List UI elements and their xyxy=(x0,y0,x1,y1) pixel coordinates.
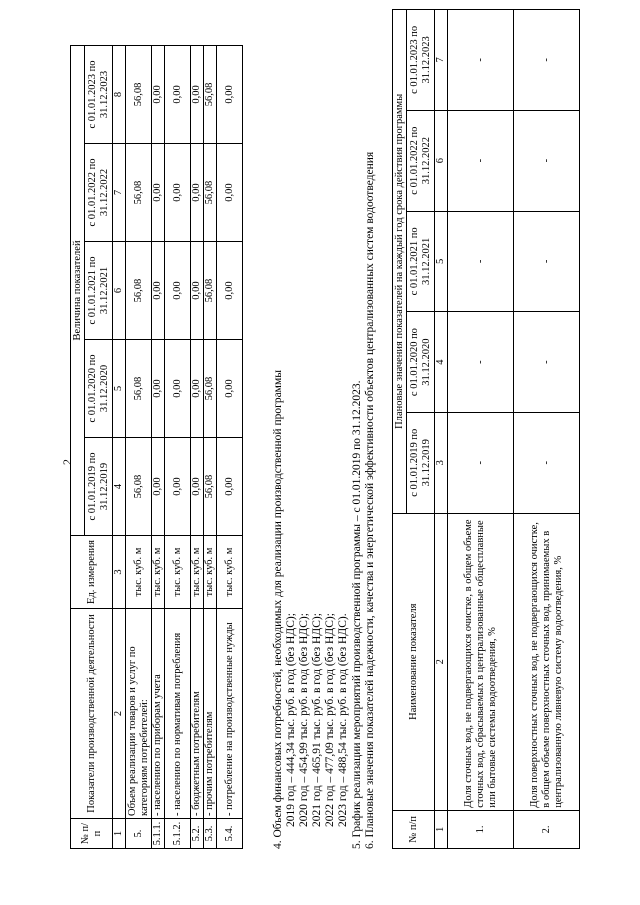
row-value: 0,00 xyxy=(165,45,191,143)
header-name: Наименование показателя xyxy=(393,513,435,810)
header-values-group: Величина показателей xyxy=(71,45,85,535)
row-name: - населению по приборам учета xyxy=(152,609,165,819)
row-value: 0,00 xyxy=(191,340,204,438)
col-number: 6 xyxy=(435,110,448,211)
production-indicators-table xyxy=(70,45,243,849)
finance-line: 2021 год – 465,91 тыс. руб. в год (без НДС); xyxy=(311,613,323,827)
row-value: 0,00 xyxy=(152,340,165,438)
row-num: 5.4. xyxy=(217,819,243,849)
row-value: 0,00 xyxy=(165,438,191,536)
col-number: 5 xyxy=(113,340,126,438)
row-unit: тыс. куб. м xyxy=(126,536,152,609)
col-number: 6 xyxy=(113,242,126,340)
header-period: с 01.01.2022 по 31.12.2022 xyxy=(407,110,435,211)
row-value: - xyxy=(514,10,580,111)
row-value: - xyxy=(448,312,514,413)
row-num: 5. xyxy=(126,819,152,849)
row-num: 5.2. xyxy=(191,819,204,849)
row-value: 56,08 xyxy=(126,45,152,143)
row-value: - xyxy=(514,412,580,513)
row-value: - xyxy=(448,412,514,513)
col-number: 3 xyxy=(435,412,448,513)
reliability-indicators-table xyxy=(392,9,580,849)
table-row xyxy=(514,10,580,849)
col-number: 2 xyxy=(113,609,126,819)
row-unit: тыс. куб. м xyxy=(191,536,204,609)
row-value: - xyxy=(448,10,514,111)
col-number: 8 xyxy=(113,45,126,143)
row-value: 56,08 xyxy=(126,438,152,536)
table-row xyxy=(152,45,165,848)
row-value: 56,08 xyxy=(204,340,217,438)
row-value: 0,00 xyxy=(191,144,204,242)
row-unit: тыс. куб. м xyxy=(217,536,243,609)
row-value: - xyxy=(514,312,580,413)
finance-line: 2023 год – 488,54 тыс. руб. в год (без НДС). xyxy=(337,613,349,827)
header-period: с 01.01.2021 по 31.12.2021 xyxy=(407,211,435,312)
table-row xyxy=(165,45,191,848)
row-name: - прочим потребителям xyxy=(204,609,217,819)
row-value: 0,00 xyxy=(152,438,165,536)
row-value: 0,00 xyxy=(191,242,204,340)
row-value: 56,08 xyxy=(126,242,152,340)
row-num: 2. xyxy=(514,810,580,848)
section-4-heading: 4. Объем финансовых потребностей, необходимых для реализации производственной программы xyxy=(272,370,284,849)
row-value: 0,00 xyxy=(217,45,243,143)
row-value: 56,08 xyxy=(126,144,152,242)
table-row xyxy=(204,45,217,848)
row-value: 0,00 xyxy=(165,340,191,438)
row-unit: тыс. куб. м xyxy=(165,536,191,609)
header-period: с 01.01.2023 по 31.12.2023 xyxy=(407,10,435,111)
header-period: с 01.01.2020 по 31.12.2020 xyxy=(85,340,113,438)
row-value: 0,00 xyxy=(152,144,165,242)
row-value: 0,00 xyxy=(217,340,243,438)
row-value: 0,00 xyxy=(217,438,243,536)
row-num: 1. xyxy=(448,810,514,848)
section-6-text: 6. Плановые значения показателей надежности, качества и энергетической эффективности объектов централизованных систем водоотведения xyxy=(364,151,376,849)
finance-line: 2020 год – 454,99 тыс. руб. в год (без НДС); xyxy=(298,613,310,827)
row-name: - населению по нормативам потребления xyxy=(165,609,191,819)
header-period: с 01.01.2021 по 31.12.2021 xyxy=(85,242,113,340)
row-num: 5.3. xyxy=(204,819,217,849)
col-number: 3 xyxy=(113,536,126,609)
header-plan-group: Плановые значения показателей на каждый год срока действия программы xyxy=(393,10,407,514)
header-period: с 01.01.2023 по 31.12.2023 xyxy=(85,45,113,143)
row-value: - xyxy=(514,211,580,312)
row-value: 0,00 xyxy=(191,45,204,143)
header-num: № п/п xyxy=(393,810,435,848)
row-value: 0,00 xyxy=(165,242,191,340)
col-number: 4 xyxy=(113,438,126,536)
finance-line: 2022 год – 477,09 тыс. руб. в год (без НДС); xyxy=(324,613,336,827)
row-value: 0,00 xyxy=(165,144,191,242)
row-name: - потребление на производственные нужды xyxy=(217,609,243,819)
row-name: - бюджетным потребителям xyxy=(191,609,204,819)
table-row xyxy=(448,10,514,849)
row-value: - xyxy=(514,110,580,211)
header-unit: Ед. измерения xyxy=(71,536,113,609)
row-name: Доля сточных вод, не подвергающихся очистке, в общем объеме сточных вод, сбрасываемых в централизованные общесплавные или бытовые системы водоотведения, % xyxy=(448,513,514,810)
row-value: 0,00 xyxy=(191,438,204,536)
col-number: 7 xyxy=(435,10,448,111)
col-number: 1 xyxy=(113,819,126,849)
finance-line: 2019 год – 444,34 тыс. руб. в год (без НДС); xyxy=(285,613,297,827)
row-value: 56,08 xyxy=(204,45,217,143)
row-value: - xyxy=(448,110,514,211)
col-number: 1 xyxy=(435,810,448,848)
row-value: 56,08 xyxy=(204,144,217,242)
header-period: с 01.01.2020 по 31.12.2020 xyxy=(407,312,435,413)
header-period: с 01.01.2019 по 31.12.2019 xyxy=(407,412,435,513)
row-value: 0,00 xyxy=(217,242,243,340)
row-value: 0,00 xyxy=(152,242,165,340)
col-number: 2 xyxy=(435,513,448,810)
row-value: 56,08 xyxy=(204,242,217,340)
row-unit: тыс. куб. м xyxy=(152,536,165,609)
row-value: 0,00 xyxy=(217,144,243,242)
table-row xyxy=(126,45,152,848)
row-value: 56,08 xyxy=(126,340,152,438)
header-period: с 01.01.2019 по 31.12.2019 xyxy=(85,438,113,536)
row-value: 56,08 xyxy=(204,438,217,536)
table-row xyxy=(191,45,204,848)
col-number: 5 xyxy=(435,211,448,312)
row-value: 0,00 xyxy=(152,45,165,143)
row-name: Объем реализации товаров и услуг по категориям потребителей: xyxy=(126,609,152,819)
page-number: 2 xyxy=(60,459,74,465)
row-name: Доля поверхностных сточных вод, не подвергающихся очистке, в общем объеме поверхностных сточных вод, принимаемых в централизованную ливневую систему водоотведения, % xyxy=(514,513,580,810)
section-5-text: 5. График реализации мероприятий производственной программы – с 01.01.2019 по 31.12.2023. xyxy=(351,380,363,849)
header-period: с 01.01.2022 по 31.12.2022 xyxy=(85,144,113,242)
header-num: № п/п xyxy=(71,819,113,849)
col-number: 7 xyxy=(113,144,126,242)
table-row xyxy=(217,45,243,848)
row-num: 5.1.2. xyxy=(165,819,191,849)
row-unit: тыс. куб. м xyxy=(204,536,217,609)
row-num: 5.1.1. xyxy=(152,819,165,849)
col-number: 4 xyxy=(435,312,448,413)
header-indicator: Показатели производственной деятельности xyxy=(71,609,113,819)
row-value: - xyxy=(448,211,514,312)
